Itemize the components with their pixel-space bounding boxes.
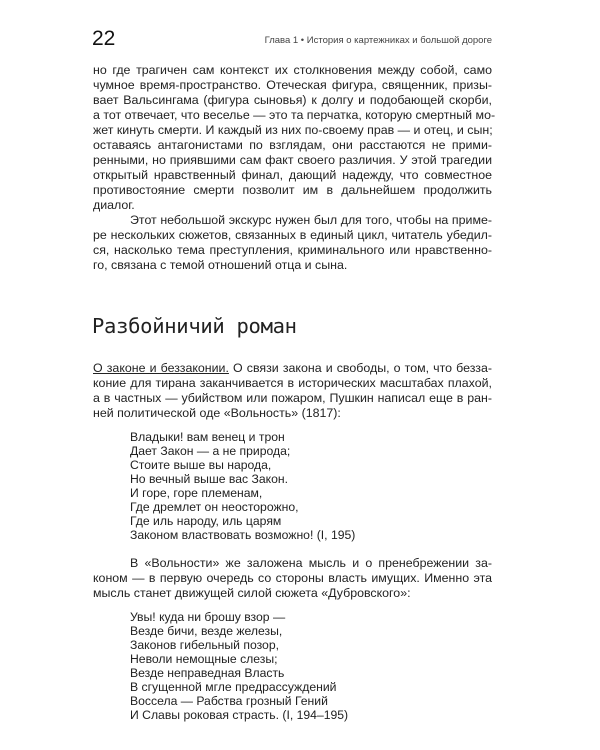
paragraph-4	[93, 556, 492, 601]
verse-line: Законов гибельный позор,	[130, 638, 280, 652]
verse-quote-1	[93, 430, 492, 542]
verse-line: В сгущенной мгле предрассуждений	[130, 680, 337, 694]
text-line: противостояние смерти позволит им в дальнейшем продолжить	[93, 183, 492, 197]
verse-line: Но вечный выше вас Закон.	[130, 472, 288, 486]
verse-line: Неволи немощные слезы;	[130, 652, 278, 666]
page-number: 22	[92, 27, 116, 50]
verse-line: Владыки! вам венец и трон	[130, 430, 285, 444]
text-line: а тот отвечает, что веселье — это та перчатка, которую смертный мо-	[93, 108, 496, 122]
text-line: диалог.	[93, 198, 135, 212]
paragraph-1	[93, 63, 496, 273]
text-line: О связи закона и свободы, о том, что безза-	[228, 361, 492, 375]
verse-line: Законом властвовать возможно! (I, 195)	[130, 528, 356, 542]
verse-line: Везде неправедная Власть	[130, 666, 285, 680]
text-line: коном — в первую очередь со стороны власть имущих. Именно эта	[93, 571, 492, 585]
text-line: жет кинуть смерти. И каждый из них по-своему прав — и отец, и сын;	[93, 123, 493, 137]
text-line: ней политической оде «Вольность» (1817):	[93, 406, 341, 420]
verse-line: Стоите выше вы народа,	[130, 458, 272, 472]
text-line: а в частных — убийством или пожаром, Пушкин написал еще в ран-	[93, 391, 492, 405]
verse-line: Увы! куда ни брошу взор —	[130, 610, 286, 624]
text-line: открытый нравственный финал, дающий надежду, что совместное	[93, 168, 492, 182]
text-line: коние для тирана заканчивается в исторических масштабах плахой,	[93, 376, 492, 390]
verse-line: И горе, горе племенам,	[130, 486, 263, 500]
text-line: но где трагичен сам контекст их столкновения между собой, само	[93, 63, 492, 77]
verse-line: Везде бичи, везде железы,	[130, 624, 283, 638]
text-line: чумное время-пространство. Отеческая фигура, священник, призы-	[93, 78, 492, 92]
paragraph-3	[93, 361, 492, 421]
run-in-heading: О законе и беззаконии.	[93, 361, 229, 375]
text-line: В «Вольности» же заложена мысль и о пренебрежении за-	[130, 556, 492, 570]
text-line: оставаясь антагонистами по взглядам, они расстаются не прими-	[93, 138, 492, 152]
text-line: ре нескольких сюжетов, связанных в единый цикл, читатель убедил-	[93, 228, 492, 242]
running-header: Глава 1 • История о картежниках и большой дороге	[264, 35, 492, 46]
text-line: го, связана с темой отношений отца и сына.	[93, 258, 348, 272]
section-heading: Разбойничий роман	[92, 314, 297, 338]
verse-line: Дает Закон — а не природа;	[130, 444, 291, 458]
verse-line: Где дремлет он неосторожно,	[130, 500, 299, 514]
verse-quote-2	[93, 610, 492, 722]
text-line: Этот небольшой экскурс нужен был для того, чтобы на приме-	[130, 213, 492, 227]
text-line: ся, насколько тема преступления, криминального или нравственно-	[93, 243, 492, 257]
verse-line: Где иль народу, иль царям	[130, 514, 282, 528]
text-line: мысль станет движущей силой сюжета «Дубровского»:	[93, 586, 411, 600]
text-line: вает Вальсингама (фигура сыновья) к долгу и подобающей скорби,	[93, 93, 492, 107]
verse-line: И Славы роковая страсть. (I, 194–195)	[130, 708, 349, 722]
verse-line: Воссела — Рабства грозный Гений	[130, 694, 328, 708]
text-line: ренными, но приявшими сам факт своего различия. У этой трагедии	[93, 153, 492, 167]
